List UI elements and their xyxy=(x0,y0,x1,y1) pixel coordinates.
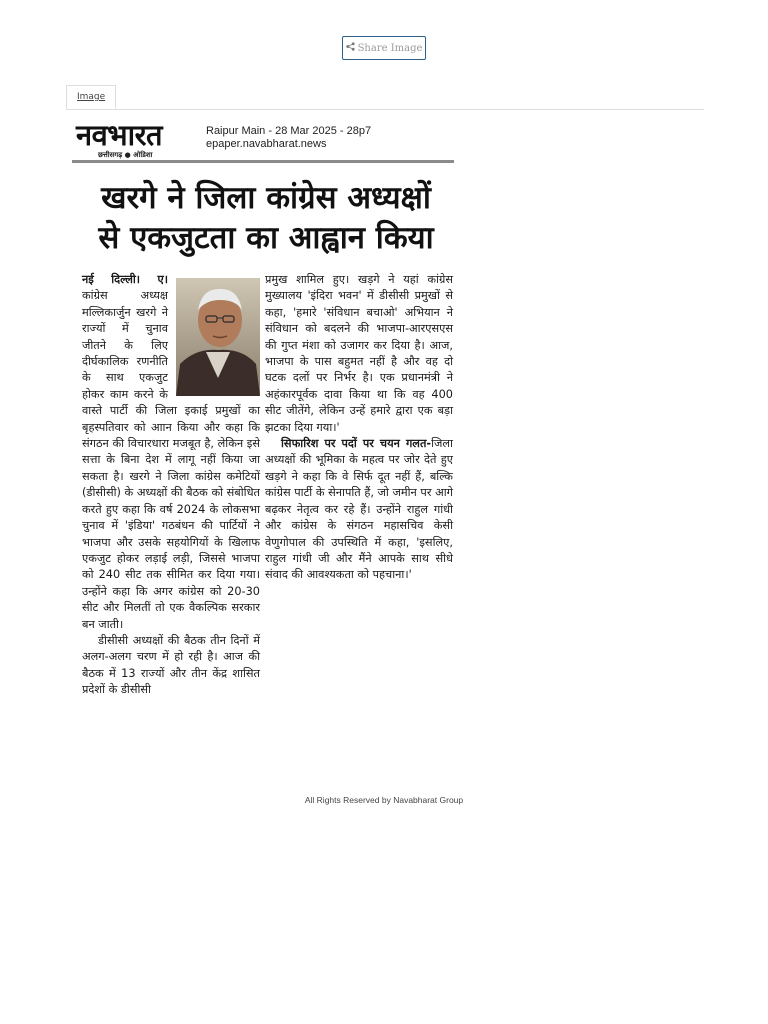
tab-bar xyxy=(66,85,704,110)
share-image-button[interactable] xyxy=(342,36,426,60)
masthead xyxy=(72,118,456,164)
dateline: नई दिल्ली। ए। xyxy=(82,273,168,286)
edition-date: Raipur Main - 28 Mar 2025 - 28p7 xyxy=(206,125,372,137)
share-image-label: Share Image xyxy=(357,42,423,54)
article-paragraph: डीसीसी अध्यक्षों की बैठक तीन दिनों में अलग-अलग चरण में हो रही है। आज की बैठक में 13 राज्यों और तीन केंद्र शासित प्रदेशों के डीसीसी xyxy=(82,633,260,697)
sub-headline: सिफारिश पर पदों पर चयन गलत- xyxy=(281,437,432,451)
kharge-photo xyxy=(176,278,260,396)
article-paragraph: जिला अध्यक्षों की भूमिका के महत्व पर जोर देते हुए खड़गे ने कहा कि वे सिर्फ दूत नहीं हैं, बल्कि कांग्रेस पार्टी के सेनापति हैं, जो जमीन पर आगे बढ़कर नेतृत्व कर रहे हैं। उन्होंने राहुल गांधी और कांग्रेस के संगठन महासचिव केसी वेणुगोपाल की उपस्थिति में कहा, 'इसलिए, राहुल गांधी जी और मैंने आपके साथ सीधे संवाद की आवश्यकता को पहचाना।' xyxy=(265,437,453,582)
edition-info xyxy=(206,125,371,151)
tab-image[interactable]: Image xyxy=(66,85,116,109)
share-icon xyxy=(346,42,355,54)
article-paragraph: कांग्रेस अध्यक्ष मल्लिकार्जुन खरगे ने राज्यों में चुनाव जीतने के लिए दीर्घकालिक रणनीति के साथ एकजुट होकर काम करने के वास्ते पार्टी की जिला इकाई प्रमुखों का बृहस्पतिवार को आान किया और कहा कि संगठन की विचारधारा मजबूत है, लेकिन इसे सत्ता के बिना देश में लागू नहीं किया जा सकता है। खरगे ने जिला कांग्रेस कमेटियों (डीसीसी) के अध्यक्षों की बैठक को संबोधित करते हुए कहा कि वर्ष 2024 के लोकसभा चुनाव में 'इंडिया' गठबंधन की पार्टियों ने भाजपा और उसके सहयोगियों के खिलाफ एकजुट होकर लड़ाई लड़ी, जिससे भाजपा को 240 सीट तक सीमित कर दिया गया। उन्होंने कहा कि अगर कांग्रेस को 20-30 सीट और मिलतीं तो एक वैकल्पिक सरकार बन जाती। xyxy=(82,289,260,631)
newspaper-clipping xyxy=(68,114,456,764)
edition-site: epaper.navabharat.news xyxy=(206,138,327,150)
article-column-1 xyxy=(82,272,260,699)
article-column-2 xyxy=(265,272,453,584)
article-paragraph: प्रमुख शामिल हुए। खड़गे ने यहां कांग्रेस मुख्यालय 'इंदिरा भवन' में डीसीसी प्रमुखों से कहा, 'हमारे 'संविधान बचाओ' अभियान ने संविधान को बदलने की भाजपा-आरएसएस की गुप्त मंशा को उजागर कर दिया है। आज, भाजपा के पास बहुमत नहीं है और वह दो घटक दलों पर निर्भर है। एक प्रधानमंत्री ने अहंकारपूर्वक दावा किया था कि वह 400 सीट जीतेंगे, लेकिन उन्हें हमारे द्वारा एक बड़ा झटका दिया गया।' xyxy=(265,273,453,434)
navabharat-logo: नवभारत छत्तीसगढ़ ● ओडिशा xyxy=(76,118,163,159)
masthead-rule xyxy=(72,160,454,163)
copyright-footer: All Rights Reserved by Navabharat Group xyxy=(304,795,464,805)
article-headline: खरगे ने जिला कांग्रेस अध्यक्षों से एकजुटता का आह्वान किया xyxy=(98,180,434,256)
